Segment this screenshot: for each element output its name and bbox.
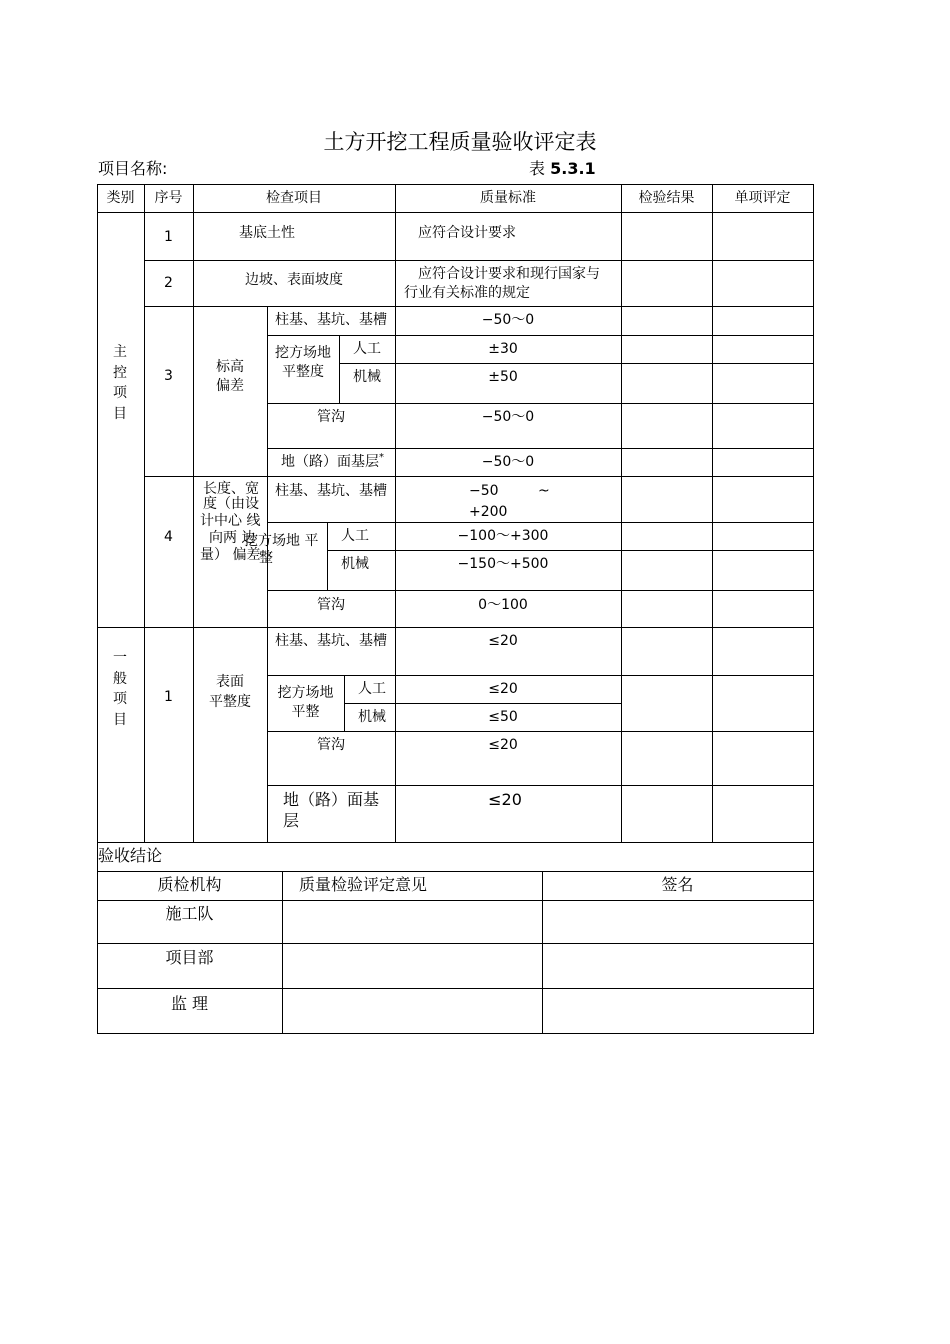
row4-site-line2: 整 bbox=[259, 550, 273, 566]
row4-pit-standard-line1: −50 bbox=[469, 483, 499, 499]
row4-item-line3: 计中心 线 bbox=[200, 513, 261, 529]
general-trench-standard: ≤20 bbox=[488, 737, 518, 753]
row3-machine-standard: ±50 bbox=[488, 369, 518, 385]
row3-road-label: 地（路）面基层 bbox=[281, 454, 379, 470]
header-seq: 序号 bbox=[154, 190, 183, 206]
row3-site-line2: 平整度 bbox=[282, 364, 324, 380]
general-pit: 柱基、基坑、基槽 bbox=[275, 633, 387, 649]
opinion-field-supervisor[interactable] bbox=[283, 989, 542, 1033]
row3-road-standard: −50～0 bbox=[481, 454, 535, 470]
row3-pit-standard: −50～0 bbox=[481, 312, 535, 328]
row2-item: 边坡、表面坡度 bbox=[245, 272, 343, 288]
row3-trench-standard: −50～0 bbox=[481, 409, 535, 425]
row3-road-mark: * bbox=[379, 452, 384, 463]
project-name-label: 项目名称: bbox=[98, 159, 168, 178]
general-manual-standard: ≤20 bbox=[488, 681, 518, 697]
row3-road bbox=[281, 452, 384, 472]
general-seq: 1 bbox=[164, 689, 173, 705]
row4-trench: 管沟 bbox=[317, 597, 345, 613]
header-rating: 单项评定 bbox=[734, 190, 791, 206]
row4-site-line1: 挖方场地 平 bbox=[244, 533, 319, 549]
table-number-value: 5.3.1 bbox=[550, 159, 596, 178]
sign-header-opinion: 质量检验评定意见 bbox=[299, 875, 428, 894]
signature-field-project-dept[interactable] bbox=[543, 944, 813, 988]
signature-field-supervisor[interactable] bbox=[543, 989, 813, 1033]
general-manual: 人工 bbox=[358, 681, 386, 697]
general-road-line2: 层 bbox=[283, 811, 300, 830]
row3-pit: 柱基、基坑、基槽 bbox=[275, 312, 387, 328]
row3-item-line2: 偏差 bbox=[216, 378, 244, 394]
row4-manual: 人工 bbox=[341, 528, 369, 544]
opinion-field-construction-team[interactable] bbox=[283, 901, 542, 943]
row4-item-line2: 度（由设 bbox=[203, 496, 259, 512]
row4-pit: 柱基、基坑、基槽 bbox=[275, 483, 387, 499]
row4-item-line1: 长度、宽 bbox=[203, 481, 259, 497]
row1-standard: 应符合设计要求 bbox=[418, 225, 516, 241]
general-machine-standard: ≤50 bbox=[488, 709, 518, 725]
category-main-control: 主控项目 bbox=[113, 344, 127, 422]
row4-pit-standard-tilde: ~ bbox=[538, 483, 550, 499]
sign-row-project-dept: 项目部 bbox=[165, 948, 214, 967]
row3-machine: 机械 bbox=[353, 369, 381, 385]
row2-standard-line1: 应符合设计要求和现行国家与 bbox=[418, 266, 600, 282]
general-item-line2: 平整度 bbox=[209, 694, 251, 710]
row3-manual: 人工 bbox=[353, 341, 381, 357]
form-title: 土方开挖工程质量验收评定表 bbox=[323, 130, 597, 154]
general-site-line2: 平整 bbox=[291, 704, 320, 720]
row3-trench: 管沟 bbox=[317, 409, 345, 425]
sign-header-signature: 签名 bbox=[661, 875, 694, 894]
general-road-standard: ≤20 bbox=[488, 790, 522, 809]
row3-item-line1: 标高 bbox=[216, 359, 244, 375]
row2-standard-line2: 行业有关标准的规定 bbox=[404, 285, 530, 301]
row4-item-line4: 向两 边 bbox=[209, 530, 256, 546]
row4-trench-standard: 0～100 bbox=[478, 597, 528, 613]
general-item-line1: 表面 bbox=[216, 674, 244, 690]
general-pit-standard: ≤20 bbox=[488, 633, 518, 649]
header-category: 类别 bbox=[106, 190, 135, 206]
category-general: 一般项目 bbox=[113, 650, 127, 728]
table-prefix: 表 bbox=[529, 159, 546, 178]
row1-item: 基底土性 bbox=[239, 225, 295, 241]
conclusion-label: 验收结论 bbox=[98, 846, 163, 865]
general-road-line1: 地（路）面基 bbox=[283, 790, 380, 809]
general-trench: 管沟 bbox=[317, 737, 345, 753]
row1-seq: 1 bbox=[164, 229, 173, 245]
header-standard: 质量标准 bbox=[480, 190, 536, 206]
row4-seq: 4 bbox=[164, 529, 173, 545]
header-item: 检查项目 bbox=[266, 190, 322, 206]
row4-pit-standard-line2: +200 bbox=[469, 504, 508, 520]
row4-machine: 机械 bbox=[341, 556, 369, 572]
sign-header-org: 质检机构 bbox=[157, 875, 222, 894]
sign-row-construction-team: 施工队 bbox=[165, 904, 214, 923]
sign-row-supervisor: 监 理 bbox=[170, 994, 209, 1013]
row3-site-line1: 挖方场地 bbox=[275, 345, 331, 361]
row4-manual-standard: −100～+300 bbox=[457, 528, 549, 544]
general-machine: 机械 bbox=[358, 709, 386, 725]
header-result: 检验结果 bbox=[638, 190, 695, 206]
row2-seq: 2 bbox=[164, 275, 173, 291]
signature-field-construction-team[interactable] bbox=[543, 901, 813, 943]
row3-seq: 3 bbox=[164, 368, 173, 384]
row4-machine-standard: −150～+500 bbox=[457, 556, 549, 572]
general-site-line1: 挖方场地 bbox=[277, 685, 334, 701]
row3-manual-standard: ±30 bbox=[488, 341, 518, 357]
opinion-field-project-dept[interactable] bbox=[283, 944, 542, 988]
row4-item-line5: 量） 偏差 bbox=[200, 547, 261, 563]
